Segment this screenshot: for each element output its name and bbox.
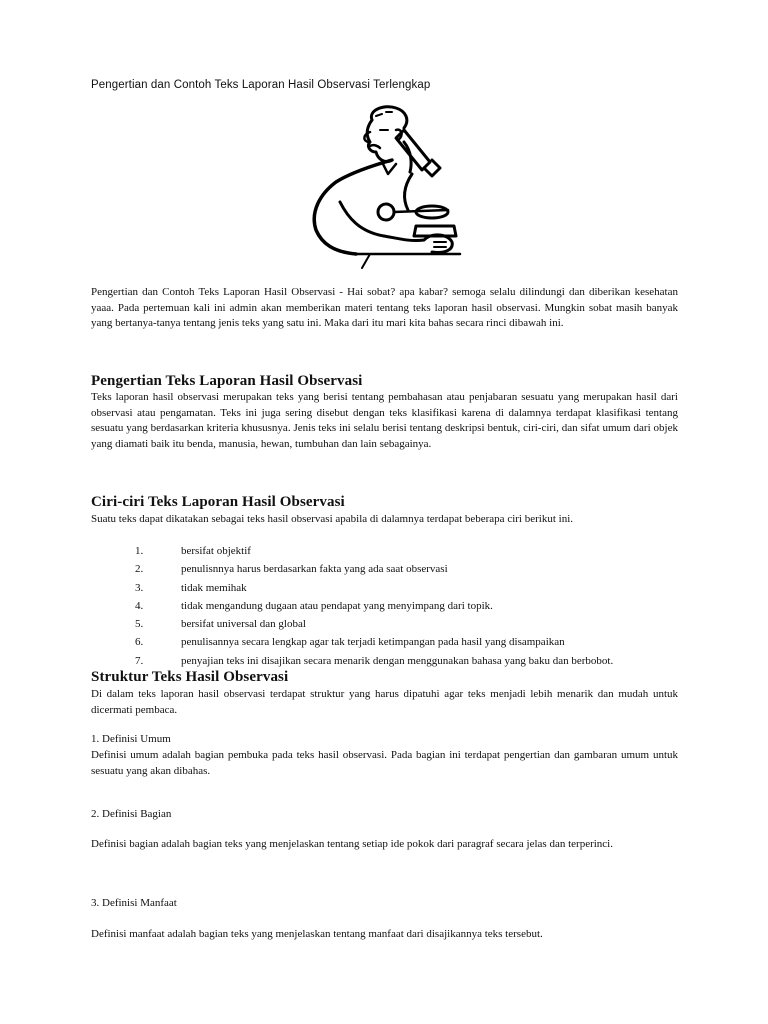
list-item-number: 2.: [135, 563, 144, 576]
list-item-number: 5.: [135, 618, 144, 631]
section-heading-ciri-ciri: Ciri-ciri Teks Laporan Hasil Observasi: [91, 494, 345, 510]
subsection-body-definisi-umum: Definisi umum adalah bagian pembuka pada teks hasil observasi. Pada bagian ini terdapat pengertian dan gambaran umum untuk sesuatu yang akan dibahas.: [91, 749, 678, 777]
list-item: [91, 652, 691, 670]
list-item: [91, 597, 691, 615]
list-item: [91, 615, 691, 633]
list-item-text: tidak mengandung dugaan atau pendapat yang menyimpang dari topik.: [181, 599, 493, 612]
subsection-body-definisi-manfaat: Definisi manfaat adalah bagian teks yang menjelaskan tentang manfaat dari disajikannya teks tersebut.: [91, 928, 543, 940]
list-item-number: 4.: [135, 599, 144, 612]
scientist-microscope-illustration: [300, 102, 470, 272]
ciri-ciri-list: [91, 542, 691, 670]
list-item-number: 6.: [135, 636, 144, 649]
list-item: [91, 633, 691, 651]
list-item-text: penulisnnya harus berdasarkan fakta yang ada saat observasi: [181, 563, 448, 576]
list-item: [91, 579, 691, 597]
list-item-text: tidak memihak: [181, 581, 247, 594]
intro-paragraph: Pengertian dan Contoh Teks Laporan Hasil Observasi - Hai sobat? apa kabar? semoga selalu dilindungi dan diberikan kesehatan yaaa. Pada pertemuan kali ini admin akan memberikan materi tentang teks laporan hasil observasi. Mungkin sobat masih banyak yang bertanya-tanya tentang jenis teks yang satu ini. Maka dari itu mari kita bahas secara rinci dibawah ini.: [91, 286, 678, 330]
list-item-text: penulisannya secara lengkap agar tak terjadi ketimpangan pada hasil yang disampaikan: [181, 636, 565, 649]
list-item-number: 1.: [135, 545, 144, 557]
list-item-text: bersifat objektif: [181, 545, 251, 557]
list-item: [91, 560, 691, 578]
subsection-title-definisi-umum: 1. Definisi Umum: [91, 733, 171, 745]
list-item-number: 3.: [135, 581, 144, 594]
page-title: Pengertian dan Contoh Teks Laporan Hasil Observasi Terlengkap: [91, 79, 431, 91]
list-item: [91, 542, 691, 560]
list-item-text: bersifat universal dan global: [181, 618, 306, 631]
list-item-number: 7.: [135, 654, 144, 667]
subsection-title-definisi-bagian: 2. Definisi Bagian: [91, 808, 172, 820]
section-body-pengertian: Teks laporan hasil observasi merupakan teks yang berisi tentang pembahasan atau penjabaran sesuatu yang merupakan hasil dari observasi atau pengamatan. Teks ini juga sering disebut dengan teks klasifikasi karena di dalamnya terdapat klasifikasi tentang sesuatu yang berdasarkan kriteria khususnya. Jenis teks ini selalu berisi tentang deskripsi bentuk, ciri-ciri, dan sifat umum dari objek yang diamati baik itu benda, manusia, hewan, tumbuhan dan lain sebagainya.: [91, 391, 678, 450]
subsection-body-definisi-bagian: Definisi bagian adalah bagian teks yang menjelaskan tentang setiap ide pokok dari paragraf secara jelas dan terperinci.: [91, 838, 613, 850]
list-item-text: penyajian teks ini disajikan secara menarik dengan menggunakan bahasa yang baku dan berbobot.: [181, 654, 614, 667]
section-intro-struktur: Di dalam teks laporan hasil observasi terdapat struktur yang harus dipatuhi agar teks menjadi lebih menarik dan mudah untuk dicermati pembaca.: [91, 688, 678, 716]
subsection-title-definisi-manfaat: 3. Definisi Manfaat: [91, 897, 177, 909]
section-heading-pengertian: Pengertian Teks Laporan Hasil Observasi: [91, 373, 363, 389]
section-heading-struktur: Struktur Teks Hasil Observasi: [91, 669, 289, 685]
section-intro-ciri-ciri: Suatu teks dapat dikatakan sebagai teks hasil observasi apabila di dalamnya terdapat beberapa ciri berikut ini.: [91, 513, 573, 525]
